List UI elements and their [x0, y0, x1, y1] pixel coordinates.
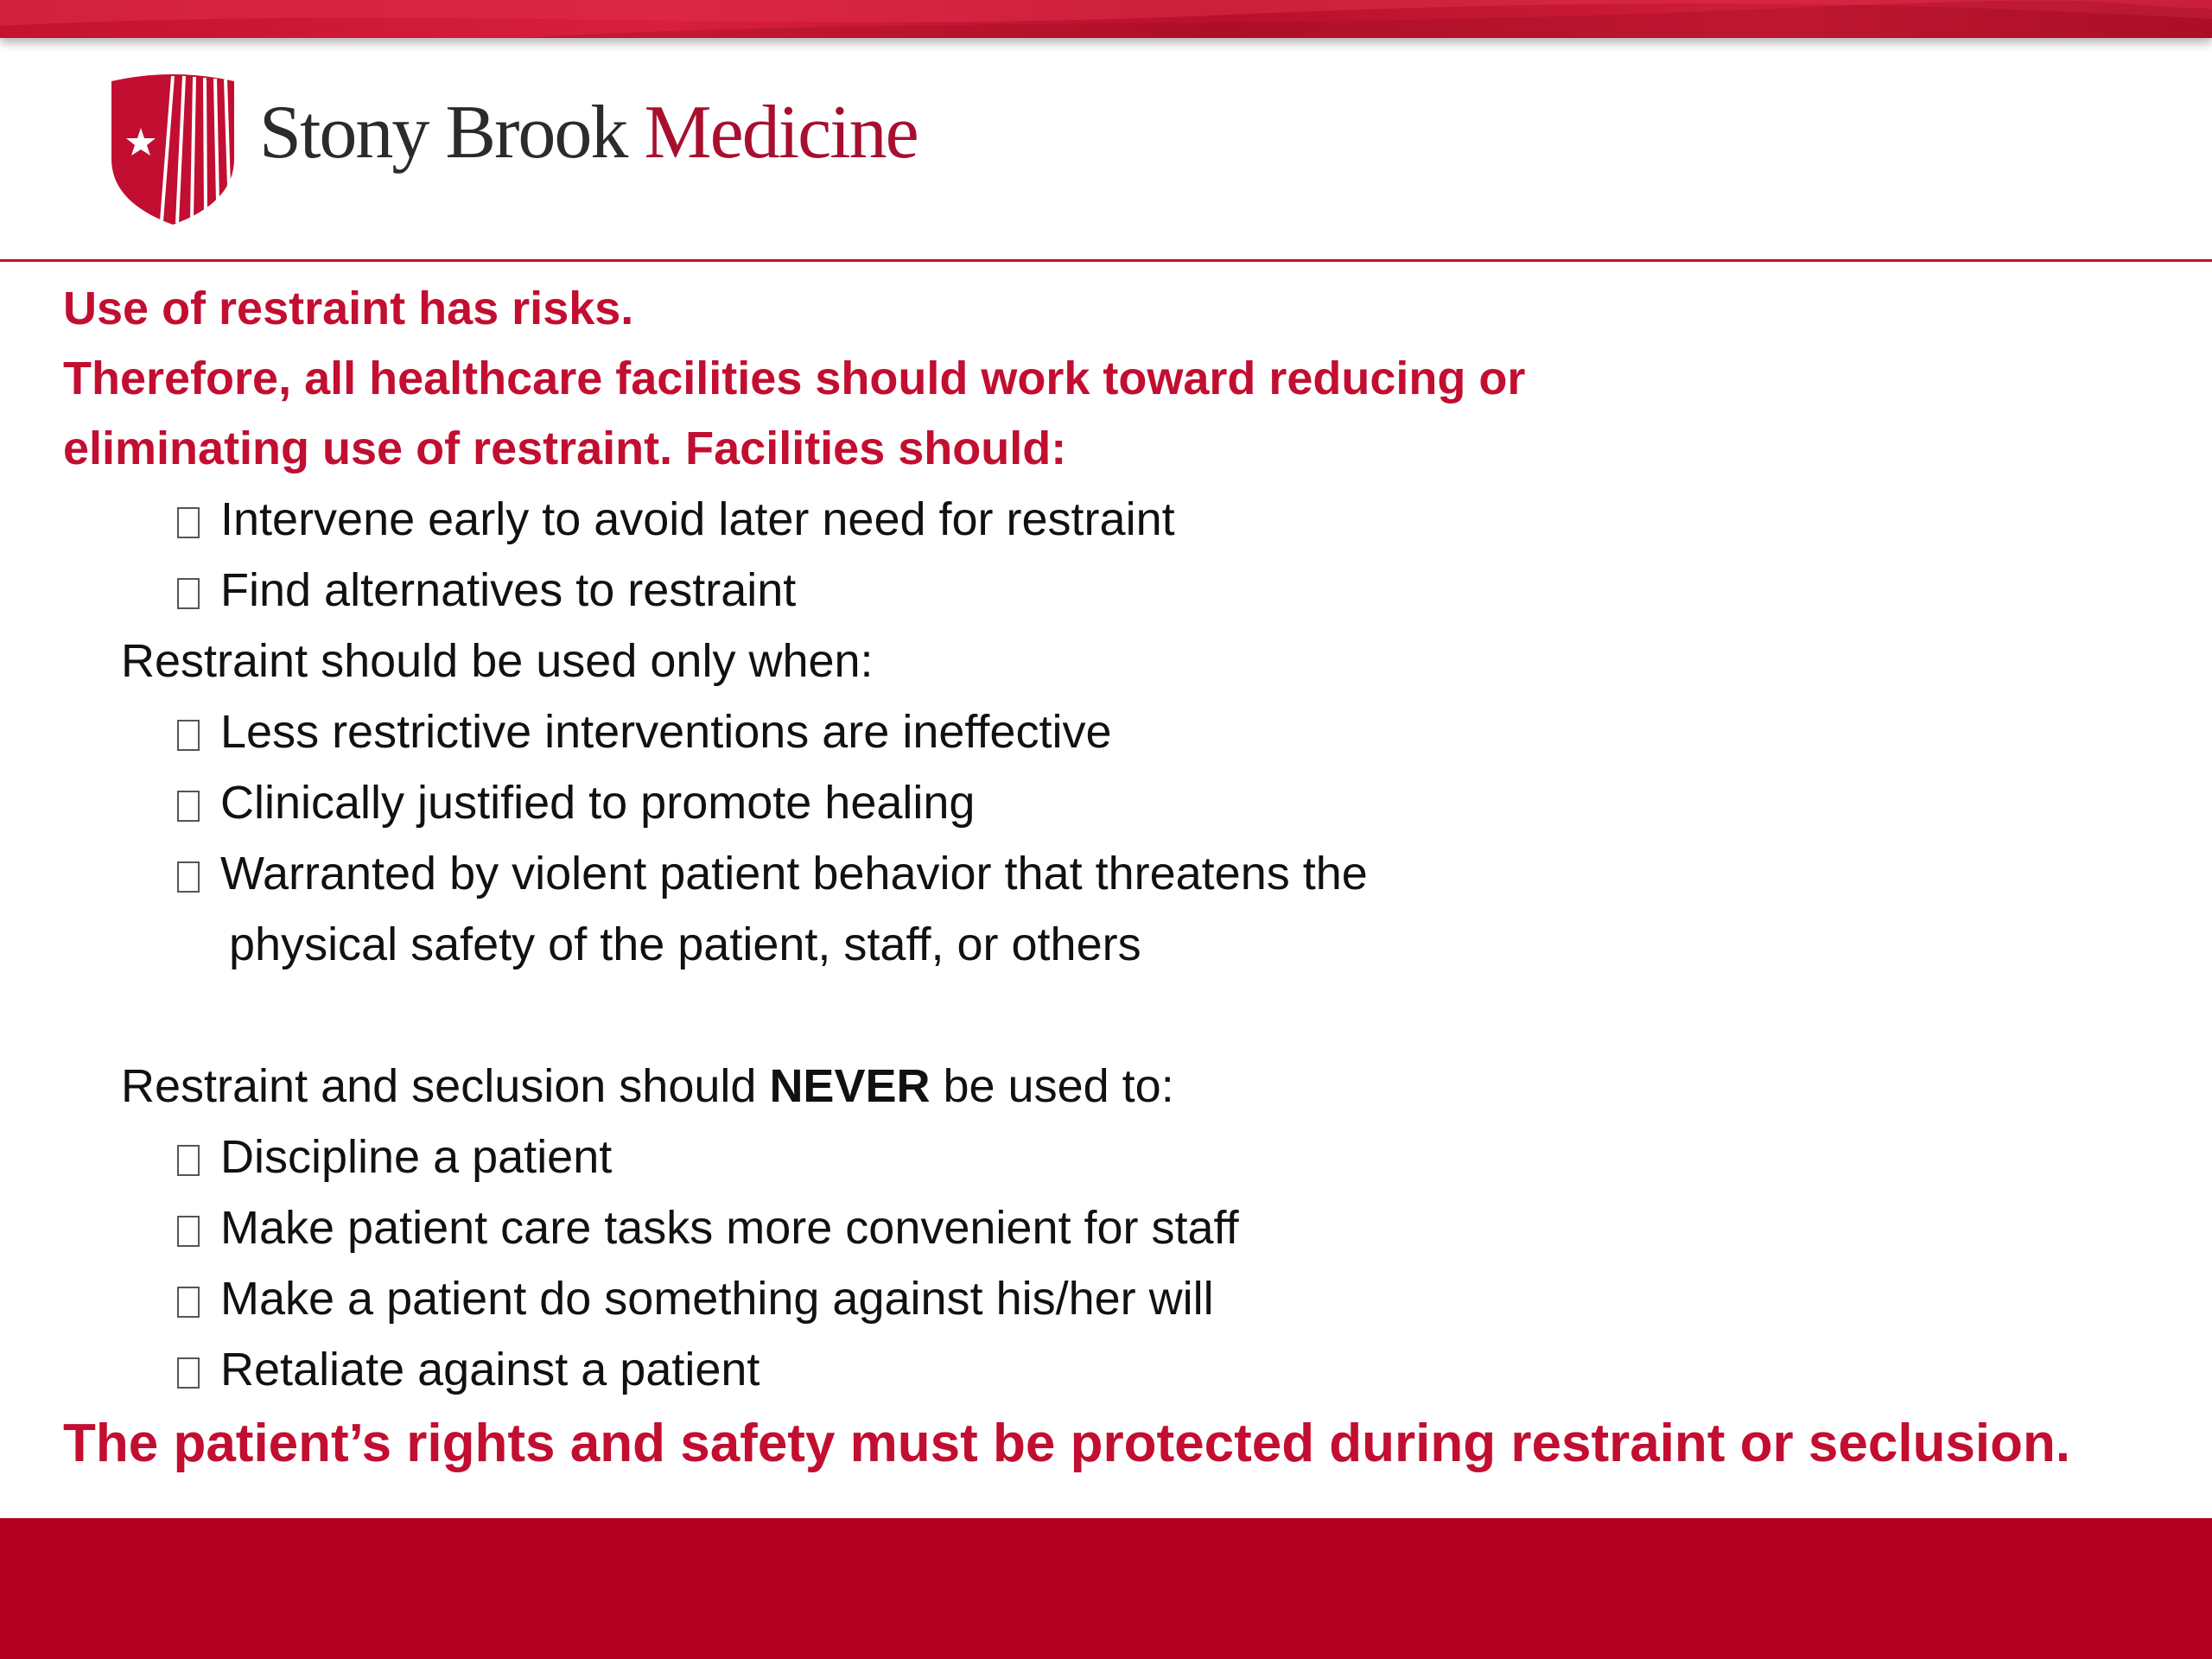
shield-star-stripes-logo: [108, 73, 238, 226]
checkbox-bullet-icon: [177, 578, 200, 609]
never-emphasis: NEVER: [769, 1060, 931, 1112]
intro-line-1: Use of restraint has risks.: [63, 283, 634, 334]
list-item-continuation: physical safety of the patient, staff, or others: [229, 918, 1141, 970]
list-item-text: Warranted by violent patient behavior that threatens the: [220, 848, 1368, 899]
checkbox-bullet-icon: [177, 1287, 200, 1318]
never-heading: [121, 1060, 1174, 1112]
band-wave-graphic: [0, 0, 2212, 38]
list-item-text: Find alternatives to restraint: [220, 564, 797, 616]
checkbox-bullet-icon: [177, 720, 200, 751]
list-item: [177, 1346, 760, 1393]
list-item-text: Less restrictive interventions are ineffective: [220, 706, 1112, 758]
checkbox-bullet-icon: [177, 1145, 200, 1176]
only-when-heading: Restraint should be used only when:: [121, 635, 874, 687]
closing-statement: The patient’s rights and safety must be protected during restraint or seclusion.: [63, 1414, 2071, 1473]
top-decorative-band: [0, 0, 2212, 38]
list-item-text: Discipline a patient: [220, 1131, 613, 1183]
checkbox-bullet-icon: [177, 507, 200, 538]
list-item: [177, 1202, 1239, 1254]
list-item-text: Clinically justified to promote healing: [220, 777, 976, 829]
checkbox-bullet-icon: [177, 861, 200, 893]
list-item: [177, 850, 1368, 897]
list-item-text: Make a patient do something against his/her will: [220, 1273, 1214, 1325]
intro-line-3: eliminating use of restraint. Facilities should:: [63, 423, 1067, 474]
list-item: [177, 777, 976, 829]
list-item: [177, 493, 1175, 545]
bottom-decorative-band: [0, 1518, 2212, 1659]
list-item: [177, 1273, 1214, 1325]
list-item: [177, 564, 797, 616]
checkbox-bullet-icon: [177, 791, 200, 822]
list-item-text: Retaliate against a patient: [220, 1344, 760, 1395]
list-item-text: Intervene early to avoid later need for restraint: [220, 493, 1175, 545]
intro-line-2: Therefore, all healthcare facilities should work toward reducing or: [63, 353, 1526, 404]
brand-wordmark: [259, 91, 918, 175]
brand-name-part1: Stony Brook: [259, 91, 627, 175]
brand-name-part2: Medicine: [644, 91, 918, 175]
list-item: [177, 706, 1112, 758]
list-item: [177, 1131, 613, 1183]
header-divider: [0, 259, 2212, 262]
checkbox-bullet-icon: [177, 1216, 200, 1247]
never-heading-after: be used to:: [930, 1060, 1174, 1112]
checkbox-bullet-icon: [177, 1357, 200, 1389]
never-heading-before: Restraint and seclusion should: [121, 1060, 770, 1112]
list-item-text: Make patient care tasks more convenient for staff: [220, 1202, 1239, 1254]
